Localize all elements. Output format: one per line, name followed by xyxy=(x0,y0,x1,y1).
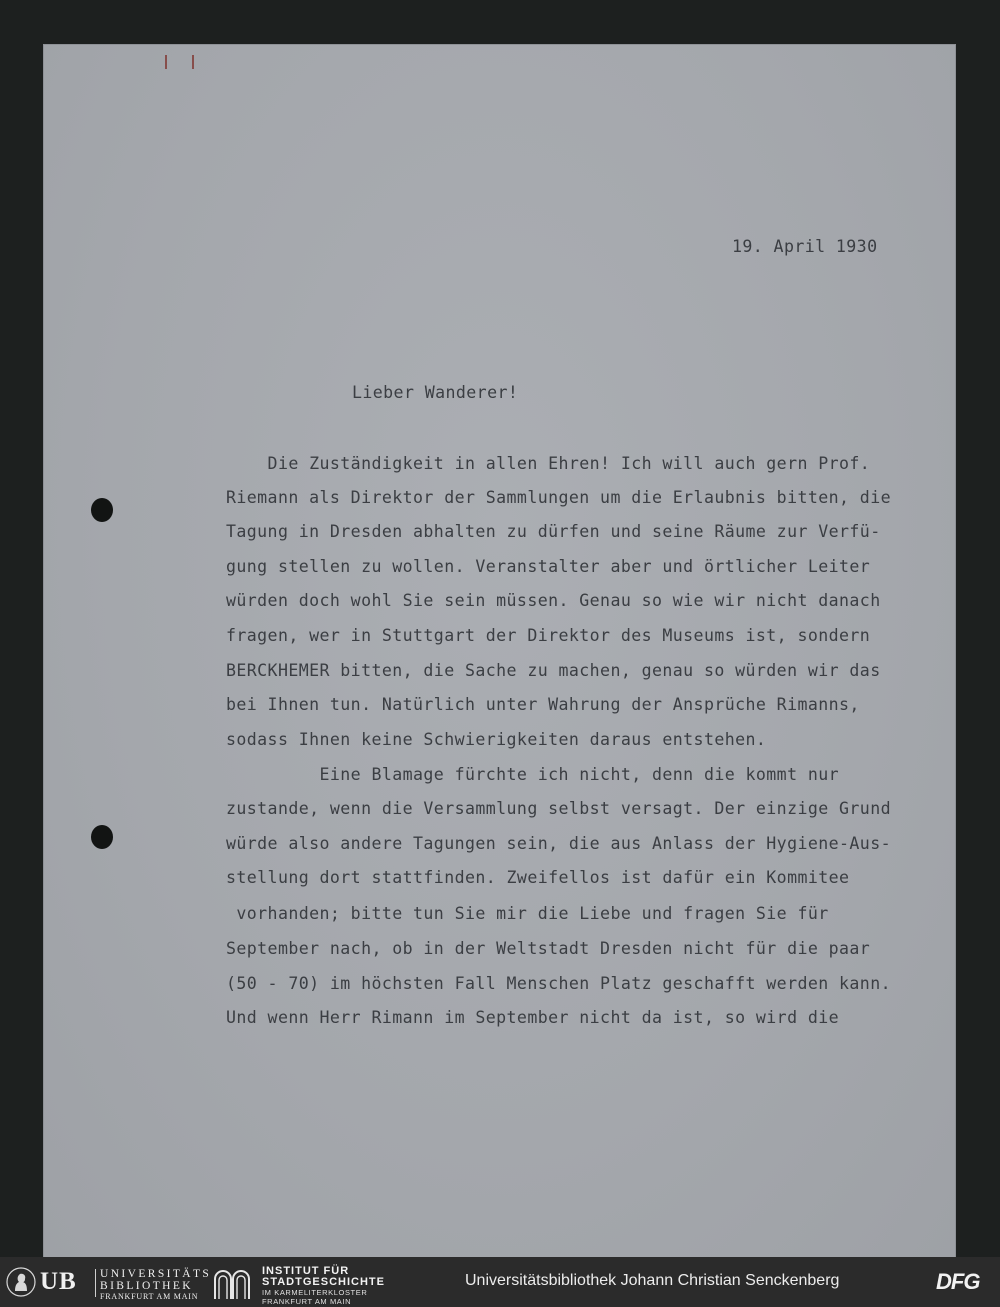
footer-library-title: Universitätsbibliothek Johann Christian Senckenberg xyxy=(465,1272,840,1289)
isg-name-line: FRANKFURT AM MAIN xyxy=(262,1297,352,1306)
letter-line: bei Ihnen tun. Natürlich unter Wahrung der Ansprüche Rimanns, xyxy=(226,695,860,714)
letter-line: BERCKHEMER bitten, die Sache zu machen, genau so würden wir das xyxy=(226,661,881,680)
ub-library-name xyxy=(100,1268,211,1302)
letter-line: Tagung in Dresden abhalten zu dürfen und seine Räume zur Verfü- xyxy=(226,522,881,541)
isg-name-line: STADTGESCHICHTE xyxy=(262,1276,385,1288)
letter-line: Eine Blamage fürchte ich nicht, denn die kommt nur xyxy=(226,765,840,784)
letter-date: 19. April 1930 xyxy=(732,237,878,256)
logo-divider xyxy=(95,1269,96,1297)
isg-institute-name xyxy=(262,1266,385,1306)
letter-line: zustande, wenn die Versammlung selbst versagt. Der einzige Grund xyxy=(226,799,891,818)
punch-hole xyxy=(91,498,113,522)
letter-salutation: Lieber Wanderer! xyxy=(352,383,519,402)
letter-line: würden doch wohl Sie sein müssen. Genau so wie wir nicht danach xyxy=(226,591,881,610)
goethe-portrait-icon xyxy=(6,1267,36,1297)
ub-name-line: FRANKFURT AM MAIN xyxy=(100,1292,199,1301)
letter-line: Die Zuständigkeit in allen Ehren! Ich will auch gern Prof. xyxy=(226,454,871,473)
red-ink-mark xyxy=(165,55,167,69)
ub-name-line: BIBLIOTHEK xyxy=(100,1280,193,1292)
dfg-logo: DFG xyxy=(936,1269,980,1294)
letter-line: fragen, wer in Stuttgart der Direktor des Museums ist, sondern xyxy=(226,626,871,645)
letter-line: gung stellen zu wollen. Veranstalter aber und örtlicher Leiter xyxy=(226,557,871,576)
letter-line: September nach, ob in der Weltstadt Dresden nicht für die paar xyxy=(226,939,871,958)
letter-line: Riemann als Direktor der Sammlungen um die Erlaubnis bitten, die xyxy=(226,488,891,507)
letter-page xyxy=(44,45,955,1257)
ub-logo-text: UB xyxy=(40,1268,77,1295)
punch-hole xyxy=(91,825,113,849)
footer-bar xyxy=(0,1257,1000,1307)
letter-line: sodass Ihnen keine Schwierigkeiten daraus entstehen. xyxy=(226,730,767,749)
red-ink-mark xyxy=(192,55,194,69)
letter-line: stellung dort stattfinden. Zweifellos ist dafür ein Kommitee xyxy=(226,868,850,887)
ub-name-line: UNIVERSITÄTS xyxy=(100,1268,212,1280)
letter-line: würde also andere Tagungen sein, die aus Anlass der Hygiene-Aus- xyxy=(226,834,891,853)
isg-name-line: INSTITUT FÜR xyxy=(262,1265,350,1277)
isg-name-line: IM KARMELITERKLOSTER xyxy=(262,1288,368,1297)
letter-line: (50 - 70) im höchsten Fall Menschen Platz geschafft werden kann. xyxy=(226,974,891,993)
letter-line: Und wenn Herr Rimann im September nicht da ist, so wird die xyxy=(226,1008,840,1027)
karmeliterkloster-arches-icon xyxy=(213,1265,255,1299)
letter-line: vorhanden; bitte tun Sie mir die Liebe und fragen Sie für xyxy=(226,904,829,923)
